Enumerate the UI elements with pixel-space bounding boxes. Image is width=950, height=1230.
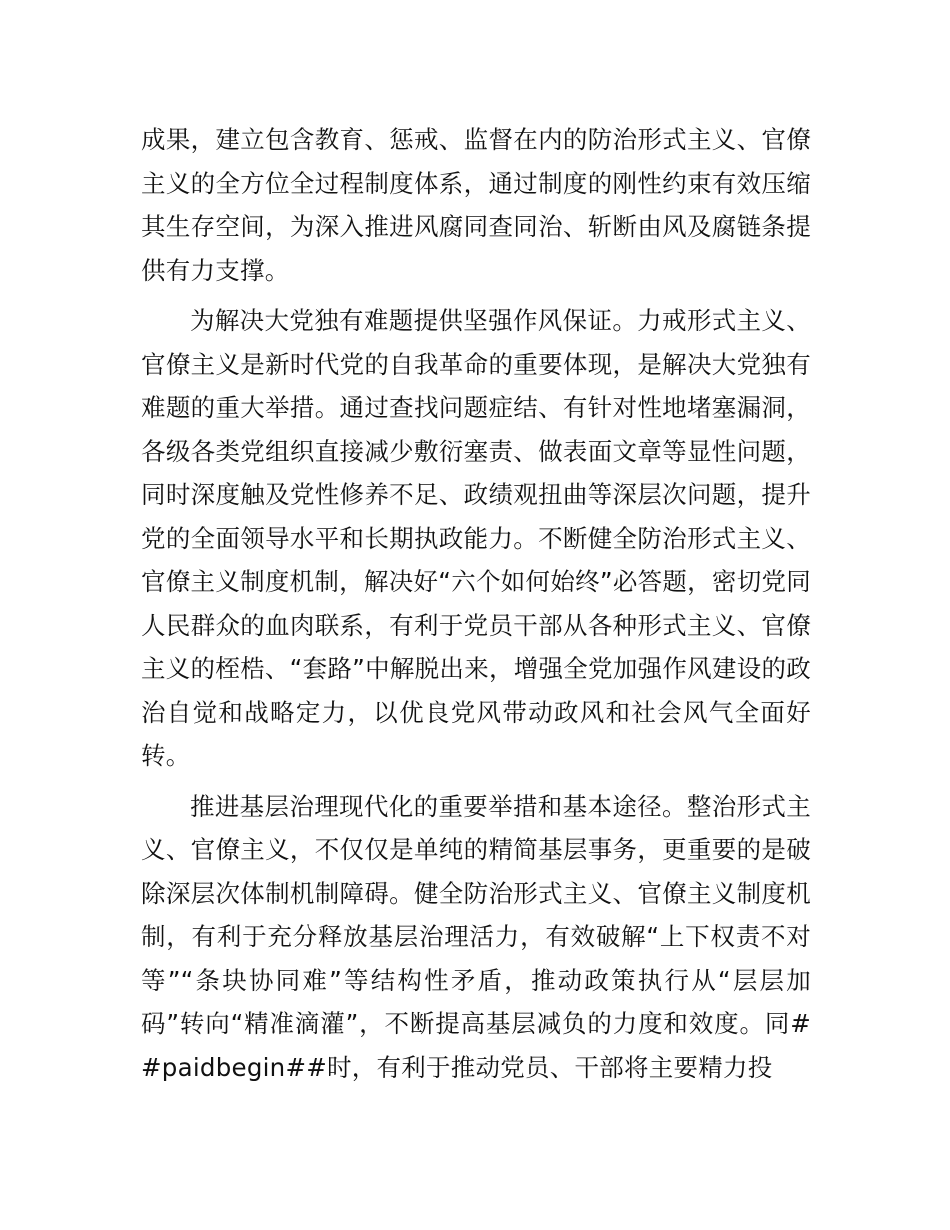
document-body xyxy=(141,118,811,1096)
paragraph-3: 推进基层治理现代化的重要举措和基本途径。整治形式主义、官僚主义，不仅仅是单纯的精简基层事务，更重要的是破除深层次体制机制障碍。健全防治形式主义、官僚主义制度机制，有利于充分释放基层治理活力，有效破解“上下权责不对等”“条块协同难”等结构性矛盾，推动政策执行从“层层加码”转向“精准滴灌”，不断提高基层减负的力度和效度。同##paidbegin##时，有利于推动党员、干部将主要精力投 xyxy=(141,791,811,1082)
paragraph-2: 为解决大党独有难题提供坚强作风保证。力戒形式主义、官僚主义是新时代党的自我革命的重要体现，是解决大党独有难题的重大举措。通过查找问题症结、有针对性地堵塞漏洞，各级各类党组织直接减少敷衍塞责、做表面文章等显性问题，同时深度触及党性修养不足、政绩观扭曲等深层次问题，提升党的全面领导水平和长期执政能力。不断健全防治形式主义、官僚主义制度机制，解决好“六个如何始终”必答题，密切党同人民群众的血肉联系，有利于党员干部从各种形式主义、官僚主义的桎梏、“套路”中解脱出来，增强全党加强作风建设的政治自觉和战略定力，以优良党风带动政风和社会风气全面好转。 xyxy=(141,306,811,770)
paragraph-1: 成果，建立包含教育、惩戒、监督在内的防治形式主义、官僚主义的全方位全过程制度体系，通过制度的刚性约束有效压缩其生存空间，为深入推进风腐同查同治、斩断由风及腐链条提供有力支撑。 xyxy=(141,125,811,285)
